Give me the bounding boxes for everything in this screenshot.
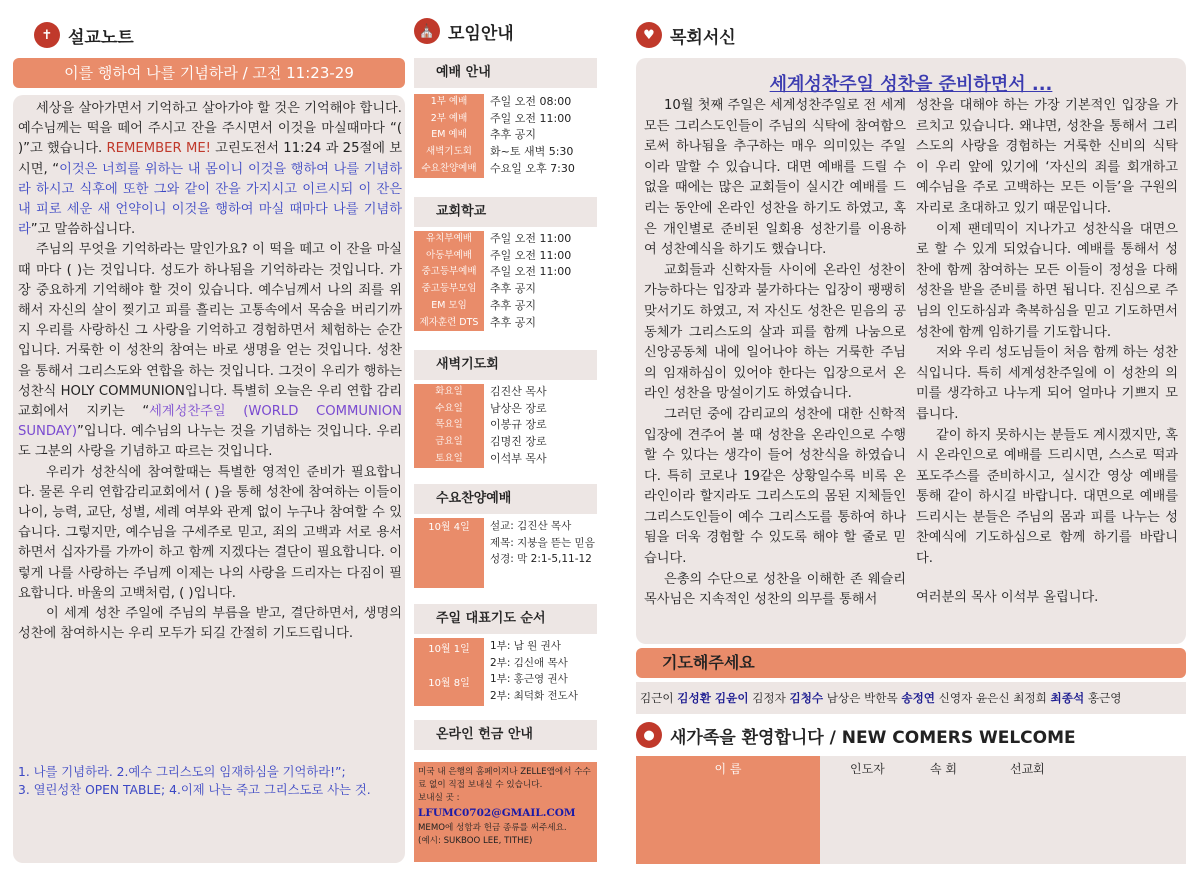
prayer-name: 홍근영 <box>1084 691 1122 705</box>
sermon-text-run: ”고 말씀하십니다. <box>30 222 136 238</box>
sermon-text-run: ”입니다. 예수님의 나누는 것을 기념하는 것입니다. 우리도 그분의 사랑을 기념하고 따르는 것입니다. <box>18 424 402 460</box>
worship-row <box>414 111 597 128</box>
prayer-order-line: 1부: 남 원 권사 <box>490 640 561 652</box>
worship-value: 주일 오전 11:00 <box>490 111 572 125</box>
prayer-order-date: 10월 1일 <box>428 644 470 655</box>
nc-col-name: 이 름 <box>714 762 742 776</box>
dawn-value: 남상은 장로 <box>490 401 547 415</box>
meeting-info-header <box>414 18 514 44</box>
dawn-row <box>414 384 597 401</box>
nc-col-guide: 인도자 <box>850 762 885 776</box>
answer-notes <box>18 763 398 799</box>
letter-paragraph: 저와 우리 성도님들이 처음 함께 하는 성찬식입니다. 특히 세계성찬주일에 이 성찬의 의미를 생각하고 나누게 되어 얼마나 기쁘지 모릅니다. <box>916 345 1178 422</box>
prayer-request-names <box>636 682 1186 714</box>
dawn-label: 토요일 <box>435 452 463 464</box>
sermon-text <box>18 99 402 644</box>
pastoral-letter-panel <box>636 58 1186 644</box>
sermon-paragraph <box>18 240 402 462</box>
school-value: 주일 오전 11:00 <box>490 232 572 245</box>
wednesday-line: 설교: 김진산 목사 <box>490 520 572 532</box>
dawn-row <box>414 401 597 418</box>
prayer-name: 최종석 <box>1050 691 1085 705</box>
newcomers-title: 새가족을 환영합니다 / NEW COMERS WELCOME <box>670 727 1076 748</box>
pastoral-letter-header <box>636 22 736 48</box>
heart-icon: ♥ <box>636 22 662 48</box>
nc-col-group: 속 회 <box>930 762 957 776</box>
prayer-name: 김성환 김윤이 <box>677 691 749 705</box>
school-row <box>414 264 597 281</box>
church-school-title: 교회학교 <box>414 197 597 227</box>
wednesday-line: 성경: 막 2:1-5,11-12 <box>490 553 592 565</box>
school-row <box>414 248 597 265</box>
school-value: 주일 오전 11:00 <box>490 248 572 262</box>
church-school-box <box>414 197 597 331</box>
online-giving-title: 온라인 헌금 안내 <box>414 720 597 750</box>
letter-paragraph: 성찬을 대해야 하는 가장 기본적인 입장을 가르치고 있습니다. 왜냐면, 성찬을 통해서 그리스도의 사랑을 경험하는 거룩한 신비의 식탁이 우리 앞에 있기에 ‘자신의 죄를 회개하고 예수님을 주로 고백하는 모든 이들’을 구원의 자리로 초대하고 있기 때문입니다. <box>916 98 1178 216</box>
newcomers-header <box>636 722 1076 748</box>
school-label: EM 모임 <box>431 299 467 311</box>
dawn-prayer-box <box>414 350 597 468</box>
online-giving-text: 보내실 곳 : <box>418 793 460 803</box>
online-giving-text: (예시: SUKBOO LEE, TITHE) <box>418 836 533 846</box>
school-value: 추후 공지 <box>490 315 537 329</box>
sermon-text-run: 주님의 무엇을 기억하라는 말인가요? 이 떡을 떼고 이 잔을 마실때 마다 ( )는 것입니다. 성도가 하나됨을 기억하라는 것입니다. 가장 중요하게 기억해야 할 것이 있습니다. 예수님께서 나의 죄를 위해서 자신의 살이 찢기고 피를 흘리는 고통속에서 목숨을 버리기까지 우리를 사랑하신 그 사랑을 기억하고 경험하면서 체험하는 순간입니다. 거룩한 이 성찬의 참여는 바로 생명을 얻는 것입니다. 성찬을 통해서 그리스도와 연합을 하는 것입니다. 그것이 우리가 행하는 성찬식 HOLY COMMUNION입니다. 특별히 오늘은 우리 연합 감리교회에서 지키는 “ <box>18 242 402 420</box>
dawn-prayer-rows <box>414 380 597 468</box>
prayer-name: 김청수 <box>789 691 824 705</box>
worship-value: 수요일 오후 7:30 <box>490 161 575 175</box>
pastoral-letter-label: 목회서신 <box>670 27 736 48</box>
answer-note-line: 1. 나를 기념하라. 2.예수 그리스도의 임재하심을 기억하라!”; <box>18 765 346 779</box>
meeting-info-title: 모임안내 <box>448 23 514 44</box>
sermon-paragraph <box>18 99 402 240</box>
dawn-label: 화요일 <box>435 386 463 397</box>
sermon-paragraph: 이 세계 성찬 주일에 주님의 부름을 받고, 결단하면서, 생명의 성찬에 참여하시는 우리 모두가 되길 간절히 기도드립니다. <box>18 606 402 642</box>
worship-row <box>414 127 597 144</box>
school-row <box>414 231 597 248</box>
school-label: 중고등부모임 <box>421 283 477 295</box>
prayer-request-title: 기도해주세요 <box>636 648 1186 678</box>
dawn-value: 김명진 장로 <box>490 435 547 449</box>
online-giving-title-box <box>414 720 597 750</box>
prayer-name: 김정자 <box>748 691 790 705</box>
letter-paragraph: 이제 팬데믹이 지나가고 성찬식을 대면으로 할 수 있게 되었습니다. 예배를 통해서 성찬에 함께 참여하는 모든 이들이 정성을 다해 성찬을 받을 준비를 하면 됩니다. 진심으로 주님의 인도하심과 축복하심을 믿고 기도하면서 성찬에 함께 임하기를 기도합니다. <box>916 221 1178 340</box>
worship-label: 새벽기도회 <box>426 146 472 158</box>
prayer-order-date: 10월 8일 <box>428 678 470 689</box>
school-value: 추후 공지 <box>490 282 537 296</box>
school-row <box>414 281 597 298</box>
sermon-text-run: 세상을 살아가면서 기억하고 살아가야 할 것은 기억해야 합니다. 예수님께는 떡을 떼어 주시고 잔을 주시면서 이것을 마실때마다 “( )”고 했습니다. <box>18 101 402 157</box>
worship-label: EM 예배 <box>431 129 467 141</box>
school-label: 아동부예배 <box>426 249 472 261</box>
worship-row <box>414 144 597 161</box>
school-row <box>414 315 597 332</box>
giving-email[interactable]: LFUMC0702@GMAIL.COM <box>418 807 576 819</box>
dawn-row <box>414 451 597 468</box>
letter-paragraph: 그러던 중에 감리교의 성찬에 대한 신학적 입장에 견주어 볼 때 성찬을 온라인으로 수행할 수 있다는 생각이 들어 성찬식을 하였습니다. 특히 코로나 19같은 상황일수록 비록 온라인이라 할지라도 그리스도의 몸된 지체들인 그리스도인들이 예수 그리스도를 통하여 하나됨을 더욱 경험할 수 있도록 해야 할 줄로 믿습니다. <box>644 406 906 567</box>
prayer-name: 송정연 <box>901 691 935 705</box>
prayer-order-title: 주일 대표기도 순서 <box>414 604 597 634</box>
letter-column-1 <box>644 96 906 611</box>
worship-row <box>414 161 597 178</box>
prayer-name: 김근이 <box>640 691 678 705</box>
worship-value: 화~토 새벽 5:30 <box>490 145 574 159</box>
church-school-rows <box>414 227 597 331</box>
prayer-name: 남상은 박한목 <box>823 691 902 705</box>
sermon-text-run: 고린도전서 11:24 과 25절에 보시면, “ <box>18 141 402 177</box>
letter-column-2 <box>916 96 1178 608</box>
prayer-name: 신영자 윤은신 최정희 <box>935 691 1051 705</box>
prayer-order-rows <box>414 634 597 710</box>
school-value: 주일 오전 11:00 <box>490 265 572 279</box>
letter-paragraph: 은총의 수단으로 성찬을 이해한 존 웨슬리 목사님은 지속적인 성찬의 의무를 통해서 <box>644 571 906 608</box>
prayer-order-line: 2부: 김신애 목사 <box>490 656 568 669</box>
worship-schedule-box <box>414 58 597 178</box>
online-giving-text: MEMO에 성함과 헌금 종류를 써주세요. <box>418 823 567 833</box>
wednesday-line: 제목: 지붕을 뜯는 믿음 <box>490 536 595 549</box>
world-communion-text: 세계성찬주일 (WORLD COMMUNION SUNDAY) <box>18 404 402 440</box>
sermon-notes-title: 설교노트 <box>68 27 134 48</box>
wednesday-worship-box <box>414 484 597 588</box>
sermon-notes-header <box>34 22 134 48</box>
school-row <box>414 298 597 315</box>
online-giving-box <box>414 762 597 862</box>
school-value: 추후 공지 <box>490 298 537 312</box>
answer-note-line: 3. 열린성찬 OPEN TABLE; 4.이제 나는 죽고 그리스도로 사는 것. <box>18 783 371 797</box>
dawn-row <box>414 417 597 434</box>
prayer-order-line: 1부: 홍근영 권사 <box>490 673 568 685</box>
worship-label: 2부 예배 <box>430 112 468 124</box>
dawn-label: 목요일 <box>435 419 463 431</box>
dawn-row <box>414 434 597 451</box>
dawn-label: 수요일 <box>435 402 463 414</box>
scripture-quote: 이것은 너희를 위하는 내 몸이니 이것을 행하여 나를 기념하라 하시고 식후에 또한 그와 같이 잔을 가지시고 이르시되 이 잔은 내 피로 세운 새 언약이니 이것을 행하여 마실 때마다 나를 기념하라 <box>18 161 402 238</box>
dawn-value: 이석부 목사 <box>490 451 547 465</box>
prayer-order-line: 2부: 최덕화 전도사 <box>490 689 578 702</box>
sermon-paragraph: 우리가 성찬식에 참여할때는 특별한 영적인 준비가 필요합니다. 물론 우리 연합감리교회에서 ( )을 통해 성찬에 참여하는 이들이 나이, 능력, 교단, 성별, 세례 여부와 관계 없이 누구나 참여할 수 있습니다. 그렇지만, 예수님을 구세주로 믿고, 죄의 고백과 서로 용서하면서 십자가를 가까이 하고 함께 지겠다는 결단이 필요합니다. 이렇게 나를 사랑하는 주님께 이제는 나의 사랑을 드리자는 다짐이 필요합니다. 바울의 고백처럼, ( )입니다. <box>18 464 402 601</box>
letter-paragraph: 교회들과 신학자들 사이에 온라인 성찬이 가능하다는 입장과 불가하다는 입장이 팽팽히 맞서기도 하였고, 저 자신도 성찬은 믿음의 공동체가 그리스도의 살과 피를 함께 나눔으로 신앙공동체 내에 일어나야 하는 거룩한 주님의 임재하심이 있어야 한다는 입장으로서 온라인 성찬을 망설이기도 하였습니다. <box>644 262 906 402</box>
letter-paragraph: 10월 첫째 주일은 세계성찬주일로 전 세계 모든 그리스도인들이 주님의 식탁에 참여함으로써 하나됨을 추구하는 매우 의미있는 주일이라 말할 수 있습니다. 대면 예배를 드릴 수 없을 때에는 많은 교회들이 실시간 예배를 드리는 동안에 온라인 성찬을 하기도 하였고, 혹은 개인별로 준비된 일회용 성찬기를 이용하여 성찬예식을 하기도 했습니다. <box>644 98 906 258</box>
worship-value: 추후 공지 <box>490 128 537 142</box>
wednesday-date: 10월 4일 <box>414 518 484 588</box>
school-label: 제자훈련 DTS <box>419 316 479 328</box>
church-logo-icon: ✝ <box>34 22 60 48</box>
worship-value: 주일 오전 08:00 <box>490 95 572 108</box>
dawn-label: 금요일 <box>435 436 463 448</box>
worship-label: 1부 예배 <box>430 96 468 107</box>
online-giving-text: 미국 내 은행의 홈페이지나 ZELLE앱에서 수수료 없이 직접 보내실 수 있습니다. <box>418 767 591 790</box>
dawn-value: 이봉규 장로 <box>490 418 547 432</box>
sermon-body-panel <box>13 95 405 863</box>
dawn-value: 김진산 목사 <box>490 385 547 398</box>
sermon-title-banner: 이를 행하여 나를 기념하라 / 고전 11:23-29 <box>13 58 405 88</box>
worship-label: 수요찬양예배 <box>421 162 477 174</box>
prayer-order-box <box>414 604 597 710</box>
wednesday-worship-rows <box>414 514 597 588</box>
person-icon: ● <box>636 722 662 748</box>
letter-paragraph: 같이 하지 못하시는 분들도 계시겠지만, 혹시 온라인으로 예배를 드리시면, 스스로 떡과 포도주스를 준비하시고, 실시간 영상 예배를 통해 같이 하시길 바랍니다. 대면으로 예배를 드리시는 분들은 주님의 몸과 피를 나누는 성찬예식에 기도하심으로 함께 하기를 바랍니다. <box>916 427 1178 567</box>
remember-me-text: REMEMBER ME! <box>106 141 211 157</box>
letter-title: 세계성찬주일 성찬을 준비하면서 ... <box>769 74 1053 95</box>
church-building-icon: ⛪ <box>414 18 440 44</box>
school-label: 중고등부예배 <box>421 266 477 278</box>
wednesday-worship-title: 수요찬양예배 <box>414 484 597 514</box>
dawn-prayer-title: 새벽기도회 <box>414 350 597 380</box>
worship-row <box>414 94 597 111</box>
letter-signature: 여러분의 목사 이석부 올립니다. <box>916 589 1099 605</box>
newcomers-table <box>636 756 1186 864</box>
worship-schedule-title: 예배 안내 <box>414 58 597 88</box>
school-label: 유치부예배 <box>426 233 472 244</box>
nc-col-mission: 선교회 <box>1010 762 1045 776</box>
worship-schedule-rows <box>414 88 597 178</box>
